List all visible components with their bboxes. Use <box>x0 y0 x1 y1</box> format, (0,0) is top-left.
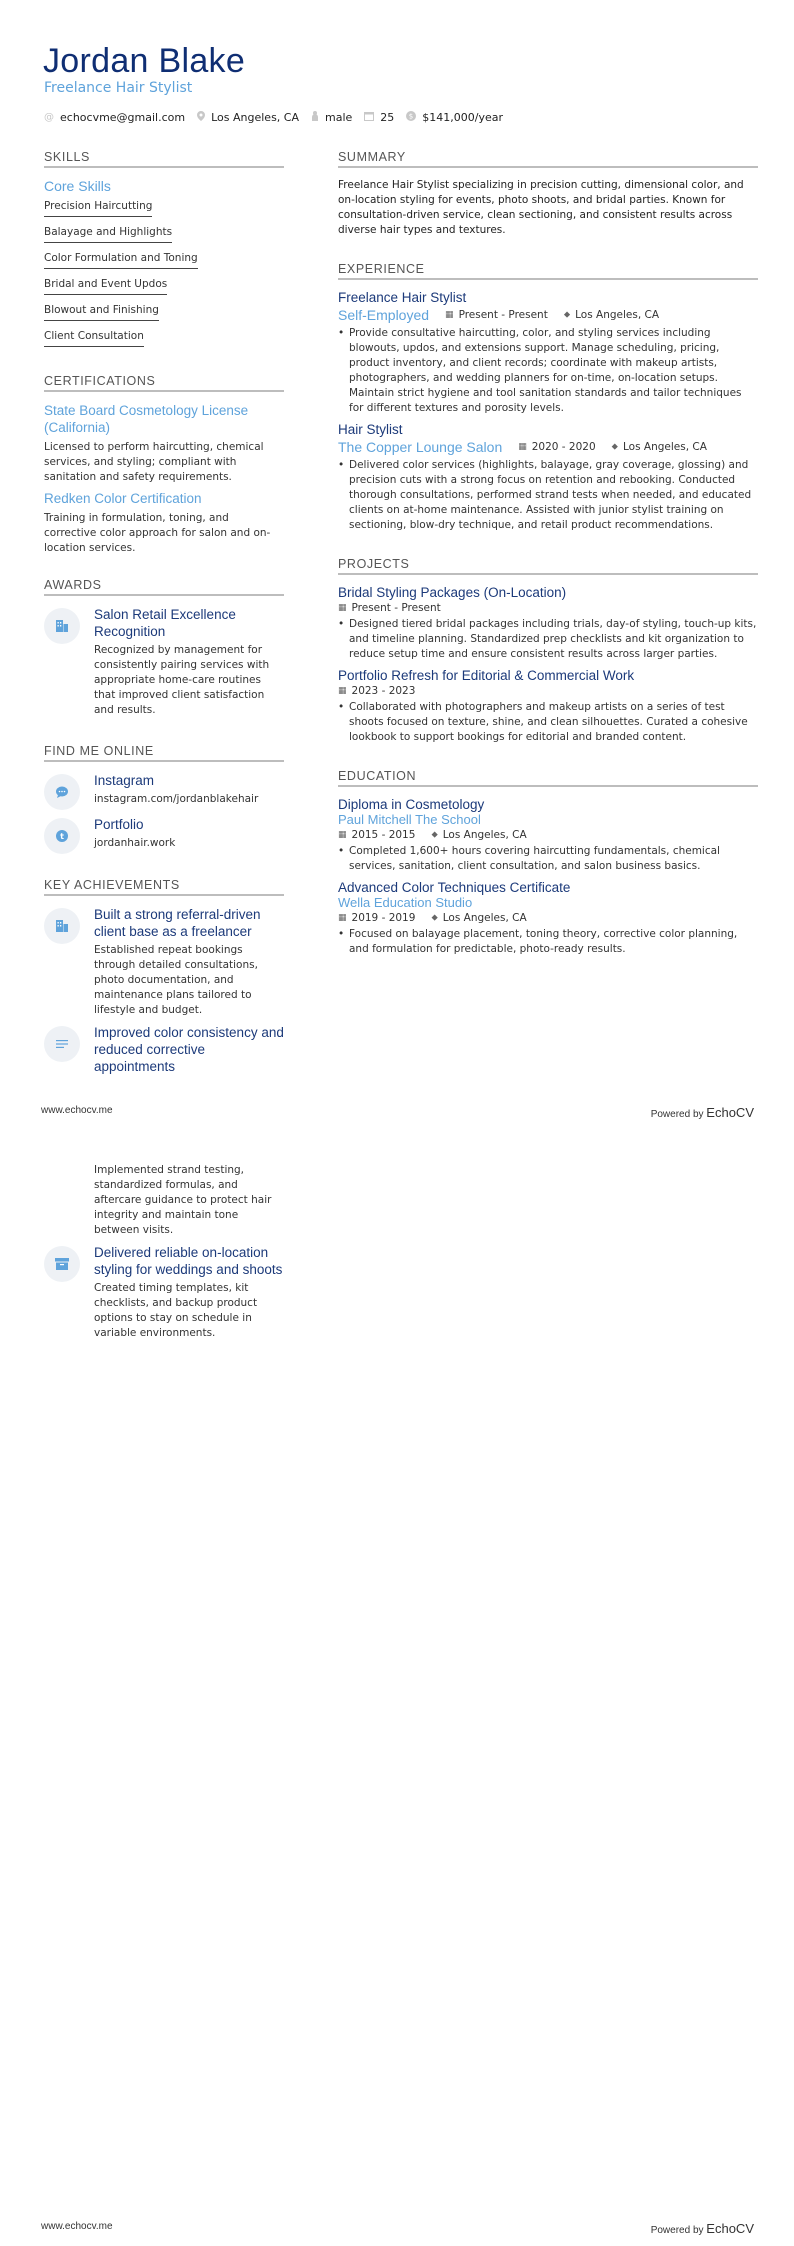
job-meta <box>338 307 758 323</box>
skill-tag: Bridal and Event Updos <box>44 278 167 295</box>
calendar-icon: ▦ <box>338 830 347 840</box>
achievement-desc: Implemented strand testing, standardized formulas, and aftercare guidance to protect hair integrity and maintain tone between visits. <box>94 1164 272 1236</box>
chat-bubble-icon <box>44 774 80 810</box>
education-bullet: • Completed 1,600+ hours covering haircutting fundamentals, chemical services, sanitation, client consultation, and salon business basics. <box>338 845 720 872</box>
award-title: Salon Retail Excellence Recognition <box>94 607 236 639</box>
education-meta: ▦ 2015 - 2015 ⬥ Los Angeles, CA <box>338 829 527 841</box>
certification-desc: Training in formulation, toning, and corrective color approach for salon and on-location services. <box>44 512 271 554</box>
section-heading: EDUCATION <box>338 769 758 787</box>
salary-icon <box>406 111 416 124</box>
section-heading: KEY ACHIEVEMENTS <box>44 878 284 896</box>
job-role: Freelance Hair Stylist <box>338 290 467 305</box>
skill-tag: Balayage and Highlights <box>44 226 172 243</box>
contact-gender: male <box>311 111 352 124</box>
job-bullet: • Provide consultative haircutting, color, and styling services including blowouts, updos, and extensions support. Manage scheduling, pricing, product inventory, and client records; coordinate with makeup artists, photographers, and wedding planners for on-time, on-location setups. Maintain strict hygiene and tool sanitation standards and tailor techniques for different textures and porosity levels. <box>338 327 742 414</box>
job-dates: 2020 - 2020 <box>531 441 596 453</box>
certification-name: Redken Color Certification <box>44 491 202 506</box>
section-heading: EXPERIENCE <box>338 262 758 280</box>
achievement-desc: Established repeat bookings through detailed consultations, photo documentation, and maintenance plans tailored to lifestyle and budget. <box>94 944 258 1016</box>
summary-section <box>338 150 758 238</box>
location-pin-icon <box>197 111 205 124</box>
contact-age: 25 <box>364 111 394 124</box>
echocv-brand[interactable]: EchoCV <box>706 2221 754 2236</box>
online-item-portfolio[interactable] <box>44 816 284 854</box>
project-dates: Present - Present <box>351 602 441 614</box>
skills-section <box>44 150 284 356</box>
education-bullet: • Focused on balayage placement, toning theory, corrective color planning, and formulation for predictable, photo-ready results. <box>338 928 738 955</box>
section-heading: SKILLS <box>44 150 284 168</box>
location-pin-icon: ⬥ <box>431 913 438 923</box>
resume-page-2 <box>0 1123 794 2246</box>
achievement-title: Built a strong referral-driven client base as a freelancer <box>94 907 261 939</box>
awards-section <box>44 578 284 718</box>
skill-tag: Color Formulation and Toning <box>44 252 198 269</box>
at-icon: @ <box>44 112 54 123</box>
education-item <box>338 797 758 874</box>
online-item-instagram[interactable] <box>44 772 284 810</box>
location-pin-icon: ⬥ <box>563 310 571 320</box>
project-title: Portfolio Refresh for Editorial & Commercial Work <box>338 668 635 683</box>
summary-text: Freelance Hair Stylist specializing in precision cutting, dimensional color, and on-location styling for events, photo shoots, and bridal parties. Known for consultation-driven service, clean sectioning, and consistent results across diverse hair types and textures. <box>338 179 744 236</box>
achievement-item <box>44 1244 284 1341</box>
job-meta <box>338 439 758 455</box>
project-bullet: • Designed tiered bridal packages including trials, day-of styling, touch-up kits, and timeline planning. Standardized prep checklists and kit organization to reduce setup time and ensure consistent results across larger parties. <box>338 618 757 660</box>
person-icon <box>311 111 319 124</box>
section-heading: CERTIFICATIONS <box>44 374 284 392</box>
certification-desc: Licensed to perform haircutting, chemical services, and styling; compliant with sanitation and safety requirements. <box>44 441 264 483</box>
svg-text:t: t <box>60 832 64 841</box>
archive-box-icon <box>44 1246 80 1282</box>
section-heading: FIND ME ONLINE <box>44 744 284 762</box>
award-item <box>44 606 284 718</box>
degree: Advanced Color Techniques Certificate <box>338 880 571 895</box>
calendar-icon: ▦ <box>338 686 347 696</box>
footer-website-link[interactable]: www.echocv.me <box>41 2221 113 2232</box>
page-footer <box>0 2221 794 2236</box>
job-dates: Present - Present <box>458 309 548 321</box>
job-location: Los Angeles, CA <box>622 441 707 453</box>
education-item <box>338 880 758 957</box>
experience-section <box>338 262 758 533</box>
certification-name: State Board Cosmetology License (California) <box>44 403 249 435</box>
project-meta <box>338 602 758 614</box>
left-column-continued <box>44 1163 284 1347</box>
building-icon <box>44 908 80 944</box>
tumblr-icon <box>44 818 80 854</box>
section-heading: PROJECTS <box>338 557 758 575</box>
contact-row <box>44 111 515 124</box>
candidate-title: Freelance Hair Stylist <box>44 80 193 96</box>
location-pin-icon: ⬥ <box>431 830 438 840</box>
education-section <box>338 769 758 957</box>
job-bullet: • Delivered color services (highlights, balayage, gray coverage, glossing) and precision cuts with a strong focus on retention and rebooking. Conducted thorough consultations, performed strand tests when needed, and educated clients on at-home maintenance. Assisted with junior stylist training on sectioning, blow-dry technique, and retail product recommendations. <box>338 459 752 531</box>
online-url[interactable]: jordanhair.work <box>94 837 176 849</box>
job-location: Los Angeles, CA <box>575 309 660 321</box>
achievement-item <box>44 906 284 1018</box>
job-role: Hair Stylist <box>338 422 403 437</box>
calendar-icon: ▦ <box>445 310 454 320</box>
job-company: Self-Employed <box>338 307 430 323</box>
online-label: Portfolio <box>94 817 144 832</box>
left-column <box>44 150 284 1084</box>
certifications-section <box>44 374 284 556</box>
online-url[interactable]: instagram.com/jordanblakehair <box>94 793 259 805</box>
location-pin-icon: ⬥ <box>611 442 618 452</box>
project-title: Bridal Styling Packages (On-Location) <box>338 585 567 600</box>
calendar-icon: ▦ <box>338 913 347 923</box>
footer-powered-by: Powered by EchoCV <box>650 2221 754 2236</box>
footer-powered-by: Powered by EchoCV <box>650 1105 754 1120</box>
section-heading: SUMMARY <box>338 150 758 168</box>
project-bullet: • Collaborated with photographers and makeup artists on a series of test shoots focused on texture, shine, and clean silhouettes. Curated a cohesive lookbook to support bookings for editorial and branded content. <box>338 701 748 743</box>
job-company: The Copper Lounge Salon <box>338 439 503 455</box>
echocv-brand[interactable]: EchoCV <box>706 1105 754 1120</box>
project-dates: 2023 - 2023 <box>351 685 416 697</box>
skill-group-title: Core Skills <box>44 178 111 194</box>
right-column <box>338 150 758 957</box>
experience-item <box>338 290 758 416</box>
section-heading: AWARDS <box>44 578 284 596</box>
education-meta: ▦ 2019 - 2019 ⬥ Los Angeles, CA <box>338 912 527 924</box>
lines-icon <box>44 1026 80 1062</box>
contact-email[interactable]: @ echocvme@gmail.com <box>44 111 186 124</box>
calendar-icon <box>364 111 374 124</box>
contact-salary: $ $141,000/year <box>406 111 503 124</box>
skill-tag: Precision Haircutting <box>44 200 152 217</box>
page-footer <box>0 1105 794 1120</box>
degree: Diploma in Cosmetology <box>338 797 485 812</box>
project-meta <box>338 685 758 697</box>
experience-item <box>338 422 758 533</box>
online-label: Instagram <box>94 773 155 788</box>
projects-section <box>338 557 758 745</box>
calendar-icon: ▦ <box>518 442 527 452</box>
skill-list <box>44 200 284 356</box>
skill-tag: Client Consultation <box>44 330 144 347</box>
online-section <box>44 744 284 854</box>
contact-location: Los Angeles, CA <box>197 111 299 124</box>
building-icon <box>44 608 80 644</box>
school: Paul Mitchell The School <box>338 812 481 827</box>
svg-text:$: $ <box>409 112 414 121</box>
school: Wella Education Studio <box>338 895 473 910</box>
calendar-icon: ▦ <box>338 603 347 613</box>
achievement-desc: Created timing templates, kit checklists, and backup product options to stay on schedule in variable environments. <box>94 1282 258 1339</box>
footer-website-link[interactable]: www.echocv.me <box>41 1105 113 1116</box>
achievements-section <box>44 878 284 1078</box>
award-desc: Recognized by management for consistently pairing services with appropriate home-care routines that improved client satisfaction and results. <box>94 644 270 716</box>
project-item <box>338 668 758 745</box>
achievement-item-continued <box>44 1163 284 1238</box>
candidate-name: Jordan Blake <box>43 42 246 80</box>
achievement-title: Improved color consistency and reduced corrective appointments <box>94 1025 284 1074</box>
achievement-title: Delivered reliable on-location styling for weddings and shoots <box>94 1245 283 1277</box>
achievement-item <box>44 1024 284 1078</box>
project-item <box>338 585 758 662</box>
skill-tag: Blowout and Finishing <box>44 304 159 321</box>
